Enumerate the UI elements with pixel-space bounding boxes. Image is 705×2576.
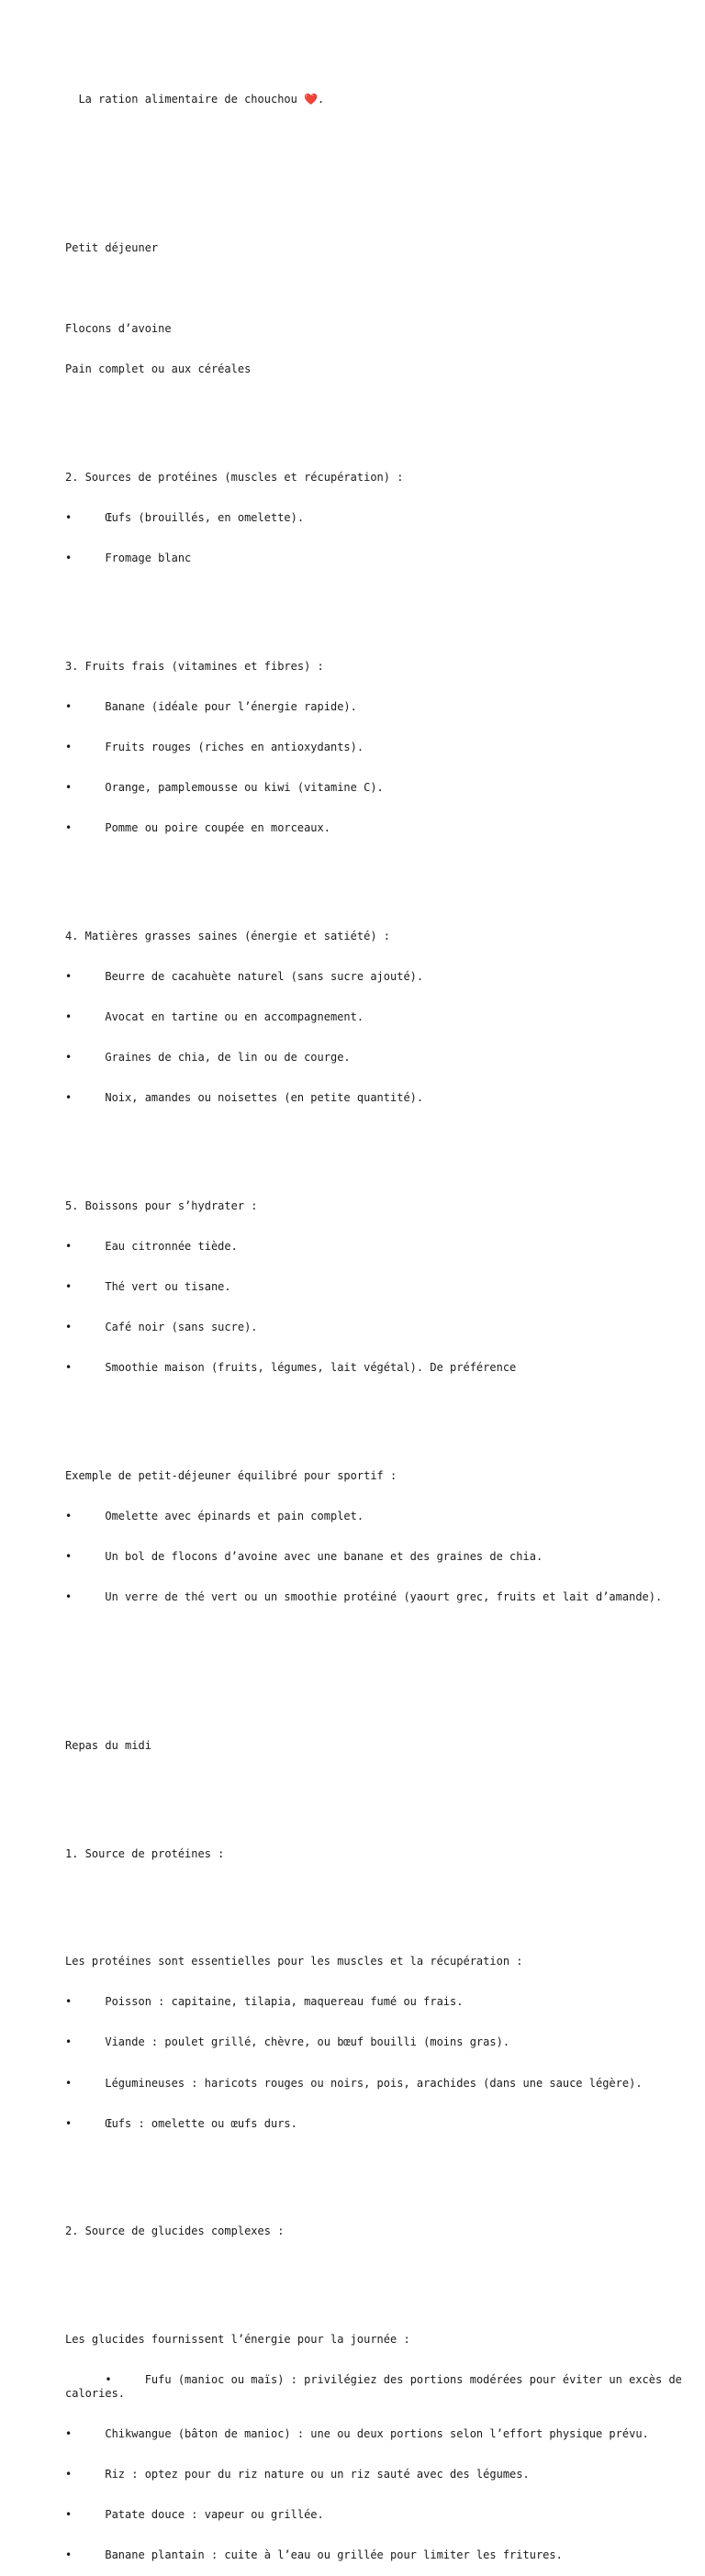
- list-item: Pain complet ou aux céréales: [65, 362, 252, 376]
- section-heading: Petit déjeuner: [65, 241, 159, 255]
- section-heading: 1. Source de protéines :: [65, 1846, 225, 1860]
- list-item: • Poisson : capitaine, tilapia, maquereau fumé ou frais.: [65, 1995, 464, 2009]
- list-item: Flocons d’avoine: [65, 322, 172, 336]
- list-item: • Pomme ou poire coupée en morceaux.: [65, 821, 330, 835]
- section-heading: 4. Matières grasses saines (énergie et satiété) :: [65, 929, 391, 942]
- list-item: • Un bol de flocons d’avoine avec une banane et des graines de chia.: [65, 1550, 543, 1564]
- section-heading: 3. Fruits frais (vitamines et fibres) :: [65, 659, 324, 673]
- list-item: • Smoothie maison (fruits, légumes, lait végétal). De préférence: [65, 1361, 517, 1375]
- list-item: • Viande : poulet grillé, chèvre, ou bœuf bouilli (moins gras).: [65, 2035, 510, 2049]
- list-item: • Graines de chia, de lin ou de courge.: [65, 1051, 351, 1065]
- list-item: • Œufs : omelette ou œufs durs.: [65, 2116, 297, 2130]
- section-heading: Repas du midi: [65, 1739, 151, 1753]
- document-title: La ration alimentaire de chouchou ❤️.: [65, 93, 325, 106]
- list-item: • Riz : optez pour du riz nature ou un riz sauté avec des légumes.: [65, 2467, 530, 2481]
- document-body: [65, 66, 689, 2576]
- list-item: • Eau citronnée tiède.: [65, 1240, 238, 1254]
- section-heading: 5. Boissons pour s’hydrater :: [65, 1199, 258, 1212]
- list-item: • Noix, amandes ou noisettes (en petite quantité).: [65, 1091, 424, 1105]
- list-item: • Thé vert ou tisane.: [65, 1280, 231, 1294]
- section-heading: Les protéines sont essentielles pour les muscles et la récupération :: [65, 1955, 523, 1968]
- list-item: • Omelette avec épinards et pain complet.: [65, 1510, 364, 1523]
- list-item: • Un verre de thé vert ou un smoothie protéiné (yaourt grec, fruits et lait d’amande).: [65, 1590, 663, 1604]
- list-item: • Légumineuses : haricots rouges ou noirs, pois, arachides (dans une sauce légère).: [65, 2076, 643, 2090]
- list-item: • Fufu (manioc ou maïs) : privilégiez des portions modérées pour éviter un excès de calories.: [65, 2373, 689, 2400]
- list-item: • Orange, pamplemousse ou kiwi (vitamine C).: [65, 781, 384, 795]
- list-item: • Œufs (brouillés, en omelette).: [65, 511, 305, 525]
- list-item: • Fromage blanc: [65, 552, 192, 565]
- section-heading: 2. Sources de protéines (muscles et récupération) :: [65, 471, 404, 485]
- list-item: • Fruits rouges (riches en antioxydants).: [65, 741, 364, 754]
- section-heading: 2. Source de glucides complexes :: [65, 2225, 285, 2238]
- list-item: • Beurre de cacahuète naturel (sans sucre ajouté).: [65, 970, 424, 984]
- section-heading: Exemple de petit-déjeuner équilibré pour sportif :: [65, 1469, 397, 1482]
- list-item: • Banane (idéale pour l’énergie rapide).: [65, 699, 357, 713]
- list-item: • Patate douce : vapeur ou grillée.: [65, 2508, 324, 2522]
- list-item: • Avocat en tartine ou en accompagnement.: [65, 1010, 364, 1024]
- list-item: • Chikwangue (bâton de manioc) : une ou deux portions selon l’effort physique prévu.: [65, 2426, 649, 2440]
- list-item: • Banane plantain : cuite à l’eau ou grillée pour limiter les fritures.: [65, 2548, 563, 2562]
- section-heading: Les glucides fournissent l’énergie pour la journée :: [65, 2332, 410, 2346]
- list-item: • Café noir (sans sucre).: [65, 1321, 258, 1334]
